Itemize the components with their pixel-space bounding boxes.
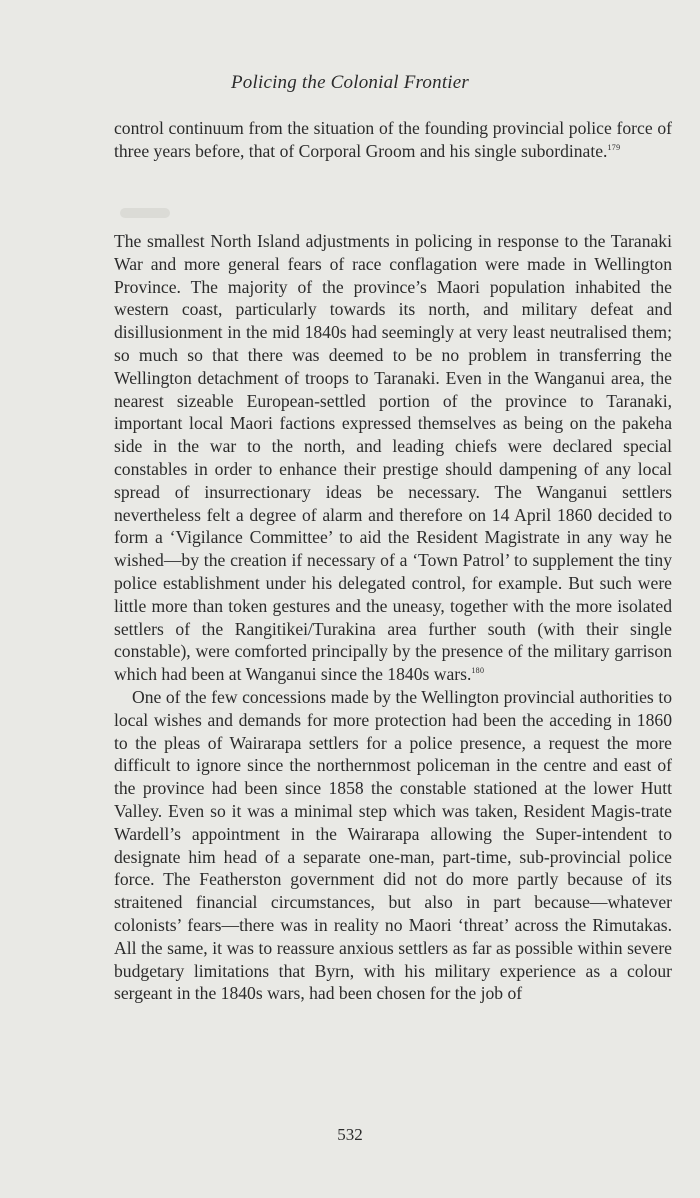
footnote-ref-179: 179 — [607, 142, 621, 152]
paragraph-1 — [114, 117, 672, 163]
paragraph-2 — [114, 230, 672, 686]
paragraph-2-text: The smallest North Island adjustments in policing in response to the Taranaki War and more general fears of race conflagation were made in Wellington Province. The majority of the province’s Maori population inhabited the western coast, particularly towards its north, and military defeat and disillusionment in the mid 1840s had seemingly at very least neutralised them; so much so that there was deemed to be no problem in transferring the Wellington detachment of troops to Taranaki. Even in the Wanganui area, the nearest sizeable European-settled portion of the province to Taranaki, important local Maori factions expressed themselves as being on the pakeha side in the war to the north, and leading chiefs were declared special constables in order to enhance their prestige should dampening of any local spread of insurrectionary ideas be necessary. The Wanganui settlers nevertheless felt a degree of alarm and therefore on 14 April 1860 decided to form a ‘Vigilance Committee’ to aid the Resident Magistrate in any way he wished—by the creation if necessary of a ‘Town Patrol’ to supplement the tiny police establishment under his delegated control, for example. But such were little more than token gestures and the uneasy, together with the more isolated settlers of the Rangitikei/Turakina area further south (with their single constable), were comforted principally by the presence of the military garrison which had been at Wanganui since the 1840s wars. — [114, 231, 672, 685]
paragraph-3 — [114, 686, 672, 1005]
text-block-main — [114, 230, 672, 1005]
page-smudge — [120, 208, 170, 218]
paragraph-1-text: control continuum from the situation of the founding provincial police force of three years before, that of Corporal Groom and his single subordinate. — [114, 118, 672, 161]
page-number: 532 — [337, 1125, 363, 1144]
footnote-ref-180: 180 — [471, 666, 485, 676]
text-block-continued — [114, 117, 672, 163]
running-head: Policing the Colonial Frontier — [230, 72, 470, 93]
paragraph-3-text: One of the few concessions made by the Wellington provincial authorities to local wishes and demands for more protection had been the acceding in 1860 to the pleas of Wairarapa settlers for a police presence, a request the more difficult to ignore since the northernmost policeman in the centre and east of the province had been since 1858 the constable stationed at the lower Hutt Valley. Even so it was a minimal step which was taken, Resident Magis-trate Wardell’s appointment in the Wairarapa allowing the Super-intendent to designate him head of a separate one-man, part-time, sub-provincial police force. The Featherston government did not do more partly because of its straitened financial circumstances, but also in part because—whatever colonists’ fears—there was in reality no Maori ‘threat’ across the Rimutakas. All the same, it was to reassure anxious settlers as far as possible within severe budgetary limitations that Byrn, with his military experience as a colour sergeant in the 1840s wars, had been chosen for the job of — [114, 686, 672, 1004]
